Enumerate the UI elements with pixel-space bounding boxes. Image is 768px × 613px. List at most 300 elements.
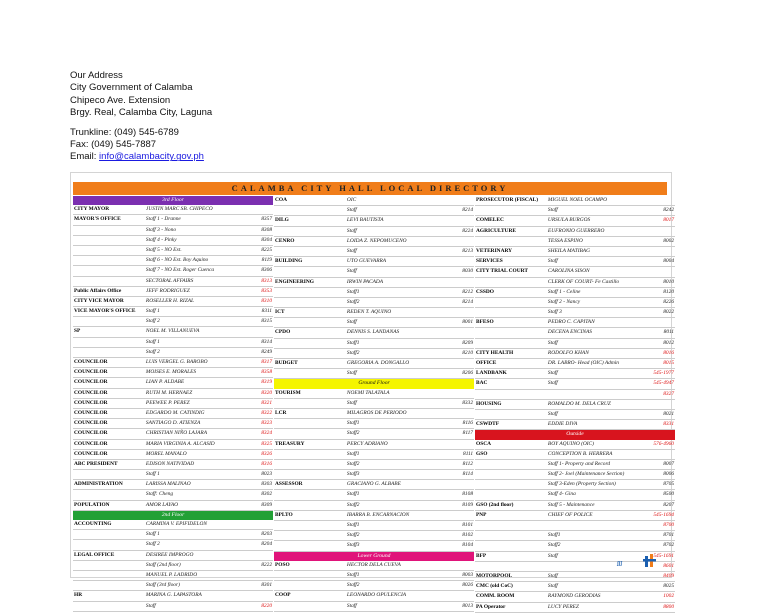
directory-row <box>274 470 474 480</box>
directory-row <box>73 368 273 378</box>
phone-cell: 8116 <box>462 420 474 427</box>
phone-cell <box>247 205 273 214</box>
office-cell <box>73 246 145 255</box>
name-cell: Staff <box>547 380 558 387</box>
directory-row <box>274 308 474 318</box>
phone-cell <box>448 591 474 600</box>
directory-row <box>73 358 273 368</box>
office-cell: COUNCILOR <box>74 359 108 365</box>
directory-title: CALAMBA CITY HALL LOCAL DIRECTORY <box>73 182 667 195</box>
email-link[interactable]: info@calambacity.gov.ph <box>99 151 204 163</box>
phone-cell: 8012 <box>663 339 675 346</box>
name-cell: Staff1 <box>346 571 360 578</box>
office-cell: GSO <box>476 450 488 457</box>
office-cell <box>274 602 346 611</box>
office-cell: COUNCILOR <box>74 389 108 396</box>
name-cell: DENNIS S. LANDANAS <box>346 329 400 336</box>
phone-cell: 576-4960 <box>653 440 675 447</box>
office-cell <box>475 237 547 246</box>
directory-row <box>73 419 273 429</box>
directory-row <box>475 328 675 338</box>
phone-cell: 8316 <box>261 460 273 467</box>
directory-row <box>475 603 675 613</box>
office-cell <box>475 410 547 419</box>
directory-row <box>274 288 474 298</box>
directory-row <box>73 287 273 297</box>
address-line-2: Chipeco Ave. Extension <box>70 94 171 106</box>
office-cell: TOURISM <box>275 389 301 396</box>
name-cell: Staff3 <box>346 542 360 549</box>
directory-row <box>475 206 675 216</box>
name-cell: Staff <box>346 207 357 214</box>
phone-cell: 8702 <box>663 542 675 549</box>
office-cell <box>475 480 547 489</box>
directory-row <box>274 216 474 226</box>
directory-row <box>475 490 675 500</box>
directory-row <box>475 460 675 470</box>
directory-row <box>274 419 474 429</box>
office-cell: SERVICES <box>476 258 503 265</box>
office-cell <box>274 369 346 378</box>
phone-cell: 545-4947 <box>653 380 675 387</box>
directory-row <box>73 409 273 419</box>
directory-row <box>274 389 474 399</box>
phone-cell: 8303 <box>261 481 273 488</box>
directory-row <box>475 400 675 410</box>
name-cell: LUCY PEREZ <box>547 603 579 610</box>
phone-cell: 8310 <box>261 297 273 304</box>
name-cell: Staff1 <box>346 420 360 427</box>
name-cell: Staff <box>346 370 357 377</box>
office-cell: ICT <box>275 309 285 316</box>
office-cell: TREASURY <box>275 440 305 447</box>
directory-row <box>274 581 474 591</box>
directory-row <box>73 490 273 500</box>
directory-row <box>274 318 474 328</box>
name-cell: Staff 1 - Dranne <box>145 216 181 223</box>
directory-row <box>475 318 675 328</box>
office-cell <box>274 419 346 428</box>
name-cell: GRACIANO G. ALBABE <box>346 481 401 488</box>
office-cell <box>274 349 346 358</box>
directory-row <box>274 450 474 460</box>
phone-cell: 8226 <box>663 298 675 305</box>
phone-cell: 8220 <box>261 602 273 609</box>
phone-cell: 545-1691 <box>653 552 675 559</box>
directory-row <box>274 409 474 419</box>
name-cell: EUFRONIO GUERRERO <box>547 227 605 234</box>
phone-cell: 8249 <box>261 348 273 355</box>
name-cell: MILAGROS DE PERIODO <box>346 409 407 416</box>
directory-row <box>274 247 474 257</box>
phone-cell: 8321 <box>261 399 273 406</box>
name-cell: IBARRA B. ENCARNACION <box>346 511 410 518</box>
name-cell: Staff 3 - Nono <box>145 226 177 233</box>
directory-row <box>274 349 474 359</box>
directory-sheet <box>70 172 675 610</box>
name-cell: Staff (2nd floor) <box>145 561 181 568</box>
office-cell <box>274 247 346 256</box>
directory-row <box>274 440 474 450</box>
directory-row <box>475 288 675 298</box>
phone-cell: 8332 <box>462 399 474 406</box>
phone-cell: 8314 <box>261 338 273 345</box>
office-cell <box>274 318 346 327</box>
office-cell: SP <box>74 328 81 335</box>
name-cell: Staff 1 - Celine <box>547 288 581 295</box>
directory-row <box>475 501 675 511</box>
phone-cell <box>247 571 273 580</box>
name-cell: EDISON NATIVIDAD <box>145 460 195 467</box>
phone-cell: 8007 <box>663 460 675 467</box>
address-block <box>70 70 212 164</box>
phone-cell: 8304 <box>261 236 273 243</box>
name-cell: Staff 2- Joel (Maintenance Section) <box>547 471 625 478</box>
directory-row <box>274 460 474 470</box>
phone-cell: 8701 <box>663 532 675 539</box>
name-cell: MOISES E. MORALES <box>145 369 197 376</box>
office-cell: CITY MAYOR <box>74 206 110 213</box>
directory-row <box>475 308 675 318</box>
name-cell: Staff <box>547 258 558 265</box>
address-line-1: City Government of Calamba <box>70 82 193 94</box>
name-cell <box>547 521 649 530</box>
phone-cell: 8021 <box>663 410 675 417</box>
directory-row <box>475 237 675 247</box>
email-label: Email: <box>70 151 100 163</box>
office-cell <box>274 521 346 530</box>
directory-row <box>73 389 273 399</box>
office-cell <box>475 541 547 550</box>
directory-row <box>475 369 675 379</box>
name-cell: Staff <box>346 268 357 275</box>
phone-cell: 8025 <box>663 583 675 590</box>
name-cell: Staff2 <box>346 349 360 356</box>
name-cell: Staff 5 - NO Ext. <box>145 246 182 253</box>
office-cell <box>73 266 145 275</box>
office-cell <box>73 317 145 326</box>
office-cell <box>274 298 346 307</box>
phone-cell: 8358 <box>261 369 273 376</box>
office-cell <box>274 450 346 459</box>
directory-row <box>274 480 474 490</box>
phone-cell: 8209 <box>462 339 474 346</box>
office-cell <box>73 470 145 479</box>
phone-cell: 8203 <box>261 531 273 538</box>
directory-row <box>73 501 273 511</box>
directory-row <box>73 591 273 601</box>
office-cell: COUNCILOR <box>74 440 108 447</box>
directory-row <box>475 278 675 288</box>
name-cell: Staff <box>547 207 558 214</box>
name-cell: Staff2 <box>346 430 360 437</box>
office-cell <box>475 460 547 469</box>
office-cell: CITY VICE MAYOR <box>74 297 124 304</box>
phone-cell: 8212 <box>462 288 474 295</box>
phone-cell: 8319 <box>261 379 273 386</box>
phone-cell: 8022 <box>663 309 675 316</box>
name-cell: IRWIN PACADA <box>346 278 384 285</box>
office-cell: LANDBANK <box>476 370 507 377</box>
directory-row <box>73 429 273 439</box>
name-cell <box>547 390 649 399</box>
phone-cell <box>448 328 474 337</box>
name-cell: Staff 6 - NO Ext. Boy Aquino <box>145 257 209 264</box>
directory-row <box>73 561 273 571</box>
directory-row <box>73 399 273 409</box>
name-cell: Staff <box>547 370 558 377</box>
directory-row <box>274 561 474 571</box>
name-cell: MARIA VIRGINIA A. ALCASID <box>145 440 215 447</box>
phone-cell: 8322 <box>261 409 273 416</box>
directory-row <box>73 215 273 225</box>
office-cell: BFP <box>476 552 487 559</box>
directory-row <box>73 581 273 591</box>
name-cell: CONCEPTION B. HERRERA <box>547 450 613 457</box>
office-cell: OFFICE <box>476 360 497 366</box>
directory-row <box>475 257 675 267</box>
name-cell: UTO GUEVARRA <box>346 258 387 265</box>
phone-cell: 545-1977 <box>653 370 675 377</box>
directory-row <box>73 540 273 550</box>
name-cell: Staff2 <box>547 542 561 549</box>
directory-row <box>73 460 273 470</box>
directory-row <box>274 339 474 349</box>
office-cell <box>274 399 346 408</box>
directory-row <box>475 582 675 592</box>
name-cell: SECTORAL AFFAIRS <box>145 277 194 284</box>
phone-cell <box>247 551 273 560</box>
phone-cell: 545-1694 <box>653 511 675 518</box>
directory-row <box>274 602 474 612</box>
phone-cell: 8214 <box>462 298 474 305</box>
directory-row <box>475 531 675 541</box>
directory-row <box>73 266 273 276</box>
name-cell: CHRISTIAN NIÑO LAJARA <box>145 430 208 437</box>
phone-cell: 8015 <box>663 360 675 366</box>
name-cell: JUSTIN MARC SB. CHIPECO <box>145 206 213 213</box>
phone-cell: 8001 <box>462 319 474 326</box>
office-cell <box>475 206 547 215</box>
office-cell: COMELEC <box>476 217 504 224</box>
phone-cell: 8320 <box>261 389 273 396</box>
name-cell: Staff 1 <box>145 471 160 478</box>
phone-cell: 8210 <box>462 349 474 356</box>
name-cell: Staff: Cheng <box>145 491 174 498</box>
directory-row <box>475 521 675 531</box>
office-cell: CMC (old CoC) <box>476 583 513 590</box>
phone-cell <box>448 359 474 368</box>
office-cell: BUDGET <box>275 360 298 366</box>
phone-cell <box>247 327 273 336</box>
phone-cell: 8011 <box>663 329 675 336</box>
name-cell: Staff3 <box>346 471 360 478</box>
directory-row <box>475 349 675 359</box>
directory-row <box>475 227 675 237</box>
name-cell: Staff <box>547 410 558 417</box>
directory-row <box>274 257 474 267</box>
phone-cell <box>448 308 474 317</box>
name-cell: Staff1 <box>346 450 360 457</box>
phone-cell: 8317 <box>261 359 273 365</box>
phone-cell: 8705 <box>663 481 675 488</box>
phone-cell: 8002 <box>663 237 675 244</box>
office-cell: CENRO <box>275 237 295 244</box>
phone-cell <box>448 278 474 287</box>
name-cell: MARINA G. LAPASTORA <box>145 592 202 599</box>
directory-row <box>475 511 675 521</box>
name-cell: GREGORIA A. DONGALLO <box>346 360 410 366</box>
directory-row <box>274 196 474 206</box>
trunkline: Trunkline: (049) 545-6789 <box>70 126 179 138</box>
phone-cell: 8016 <box>663 349 675 356</box>
directory-row <box>73 480 273 490</box>
directory-column-2 <box>274 196 474 612</box>
name-cell: MIGUEL NOEL OCAMPO <box>547 197 608 203</box>
name-cell: Staff 4- Gina <box>547 491 576 498</box>
directory-row <box>475 470 675 480</box>
phone-cell: 8225 <box>261 246 273 253</box>
phone-cell <box>247 591 273 600</box>
phone-cell: 8315 <box>261 318 273 325</box>
directory-row <box>73 338 273 348</box>
name-cell: Staff 1 <box>145 308 160 315</box>
directory-row <box>73 205 273 215</box>
name-cell: PEDRO C. CAPITAN <box>547 319 595 326</box>
office-cell <box>475 531 547 540</box>
phone-cell: 8101 <box>462 522 474 528</box>
office-cell <box>73 236 145 245</box>
office-cell <box>475 470 547 479</box>
office-cell <box>274 531 346 540</box>
directory-row <box>475 390 675 400</box>
phone-cell: 8357 <box>261 216 273 223</box>
floor-band: Outside <box>475 430 675 439</box>
office-cell <box>475 390 547 399</box>
phone-cell: 8353 <box>261 287 273 294</box>
phone-cell: 8331 <box>663 421 675 428</box>
office-cell: MAYOR'S OFFICE <box>74 216 121 223</box>
directory-row <box>274 206 474 216</box>
phone-cell <box>448 480 474 489</box>
name-cell: NOEMI TALATALA <box>346 389 390 396</box>
office-cell: COUNCILOR <box>74 399 108 406</box>
directory-row <box>475 450 675 460</box>
office-cell: BPLTO <box>275 511 293 518</box>
office-cell: COUNCILOR <box>74 450 108 457</box>
name-cell: Staff <box>547 339 558 346</box>
phone-cell: 8213 <box>462 247 474 254</box>
name-cell: DECENA ENCINAS <box>547 329 592 336</box>
directory-row <box>73 530 273 540</box>
phone-cell: 8409 <box>663 572 675 579</box>
phone-cell: 8017 <box>663 217 675 224</box>
office-cell <box>475 562 547 571</box>
phone-cell: 8112 <box>462 460 474 467</box>
office-cell <box>274 267 346 276</box>
directory-row <box>274 591 474 601</box>
office-cell <box>73 561 145 570</box>
office-cell: VETERINARY <box>476 247 513 254</box>
directory-row <box>73 327 273 337</box>
office-cell: BAC <box>476 380 488 387</box>
name-cell: ROSELLER H. RIZAL <box>145 297 194 304</box>
logo-mark-icon <box>643 553 657 569</box>
directory-row <box>475 298 675 308</box>
directory-row <box>274 429 474 439</box>
office-cell: ACCOUNTING <box>74 521 112 527</box>
name-cell: EDDIE DIVA <box>547 421 578 428</box>
name-cell: LOIDA Z. NEPOMUCENO <box>346 237 407 244</box>
phone-cell: 8302 <box>261 491 273 498</box>
directory-row <box>73 226 273 236</box>
address-line-3: Brgy. Real, Calamba City, Laguna <box>70 107 213 119</box>
directory-row <box>274 501 474 511</box>
office-cell: COUNCILOR <box>74 420 108 427</box>
directory-row <box>274 521 474 531</box>
office-cell: CITY HEALTH <box>476 349 514 356</box>
phone-cell: 8120 <box>663 288 675 295</box>
office-cell <box>73 226 145 235</box>
phone-cell: 8214 <box>462 207 474 214</box>
name-cell: RAYMOND GERODIAS <box>547 593 601 600</box>
floor-band: Ground Floor <box>274 379 474 388</box>
office-cell: CPDO <box>275 329 291 336</box>
office-cell <box>73 581 145 590</box>
phone-cell: 8030 <box>462 268 474 275</box>
name-cell: Staff1 <box>346 339 360 346</box>
name-cell: Staff 3-Eden (Property Section) <box>547 481 616 488</box>
phone-cell: 8102 <box>462 532 474 539</box>
office-cell <box>475 521 547 530</box>
directory-row <box>274 328 474 338</box>
directory-row <box>73 551 273 561</box>
name-cell: CARMINA V. EPIFIDELON <box>145 521 207 527</box>
phone-cell: 8800 <box>663 603 675 610</box>
directory-row <box>475 410 675 420</box>
name-cell: Staff2 <box>346 298 360 305</box>
directory-row <box>73 602 273 612</box>
phone-cell: 8242 <box>663 207 675 214</box>
phone-cell <box>448 196 474 205</box>
phone-cell: 8104 <box>462 542 474 549</box>
name-cell: Staff 1 <box>145 531 160 538</box>
office-cell: COUNCILOR <box>74 409 108 416</box>
name-cell: Staff 4 - Pinky <box>145 236 177 243</box>
name-cell: Staff1 <box>346 491 360 498</box>
directory-row <box>475 216 675 226</box>
directory-row <box>73 450 273 460</box>
name-cell: Staff2 <box>346 532 360 539</box>
name-cell: LEONARDO OPULENCIA <box>346 592 407 599</box>
directory-row <box>73 571 273 581</box>
name-cell: AMOR LAYAO <box>145 501 179 508</box>
directory-row <box>73 348 273 358</box>
name-cell: Staff 7 - NO Ext. Roger Cuenca <box>145 267 215 274</box>
directory-row <box>73 236 273 246</box>
office-cell: PROSECUTOR (FISCAL) <box>476 197 539 203</box>
office-cell: GSO (2nd floor) <box>476 501 514 508</box>
phone-cell: 8206 <box>462 370 474 377</box>
office-cell <box>274 470 346 479</box>
name-cell: URSULA BURGOS <box>547 217 591 224</box>
office-cell: CSSDO <box>476 288 494 295</box>
office-cell <box>274 227 346 236</box>
directory-row <box>73 246 273 256</box>
office-cell <box>274 339 346 348</box>
directory-row <box>73 470 273 480</box>
office-cell: VICE MAYOR'S OFFICE <box>74 308 136 315</box>
